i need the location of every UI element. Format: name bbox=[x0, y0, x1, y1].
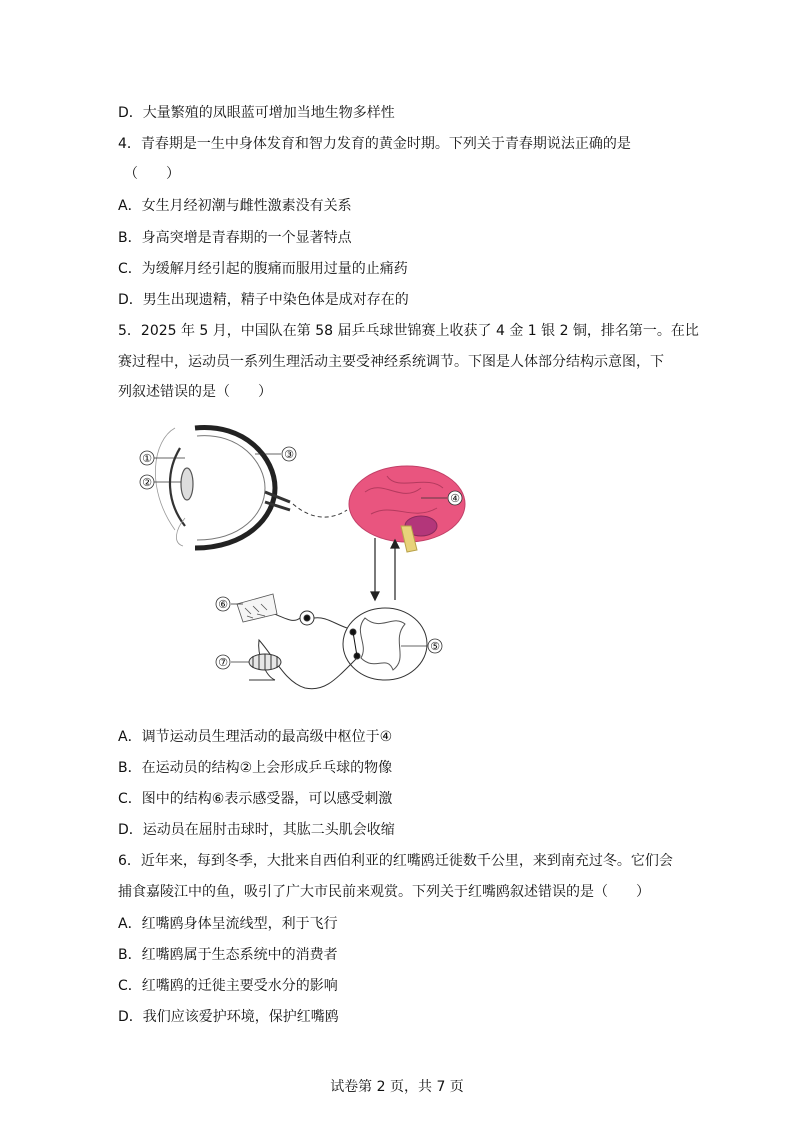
q5-option-b: B．在运动员的结构②上会形成乒乓球的物像 bbox=[118, 760, 393, 776]
connection-arrows bbox=[371, 538, 399, 600]
callout-4: ④ bbox=[450, 492, 460, 505]
callout-7: ⑦ bbox=[218, 656, 228, 669]
q3-option-d: D．大量繁殖的凤眼蓝可增加当地生物多样性 bbox=[118, 105, 395, 121]
q5-stem-line2: 赛过程中，运动员一系列生理活动主要受神经系统调节。下图是人体部分结构示意图，下 bbox=[118, 354, 664, 370]
q6-option-d: D．我们应该爱护环境，保护红嘴鸥 bbox=[118, 1009, 339, 1025]
callout-3: ③ bbox=[284, 448, 294, 461]
callout-5: ⑤ bbox=[430, 640, 440, 653]
eye-diagram bbox=[155, 428, 290, 548]
q6-stem-line2: 捕食嘉陵江中的鱼，吸引了广大市民前来观赏。下列关于红嘴鸥叙述错误的是（ ） bbox=[118, 884, 650, 900]
spinal-cord-diagram bbox=[249, 608, 427, 689]
q4-stem-paren: （ ） bbox=[124, 166, 180, 182]
q5-stem-line1: 5．2025 年 5 月，中国队在第 58 届乒乓球世锦赛上收获了 4 金 1 银 2 铜，排名第一。在比 bbox=[118, 323, 699, 339]
q5-option-a: A．调节运动员生理活动的最高级中枢位于④ bbox=[118, 729, 393, 745]
callout-6: ⑥ bbox=[218, 598, 228, 611]
optic-nerve-dashed-line bbox=[293, 504, 347, 517]
q5-option-d: D．运动员在屈肘击球时，其肱二头肌会收缩 bbox=[118, 822, 395, 838]
q4-option-d: D．男生出现遗精，精子中染色体是成对存在的 bbox=[118, 292, 409, 308]
q4-stem-line1: 4．青春期是一生中身体发育和智力发育的黄金时期。下列关于青春期说法正确的是 bbox=[118, 136, 631, 152]
callout-1: ① bbox=[142, 452, 152, 465]
q5-option-c: C．图中的结构⑥表示感受器，可以感受刺激 bbox=[118, 791, 393, 807]
nervous-system-figure bbox=[125, 418, 485, 708]
q4-option-b: B．身高突增是青春期的一个显著特点 bbox=[118, 230, 352, 246]
q5-stem-line3: 列叙述错误的是（ ） bbox=[118, 384, 272, 400]
q4-option-a: A．女生月经初潮与雌性激素没有关系 bbox=[118, 198, 352, 214]
q6-option-c: C．红嘴鸥的迁徙主要受水分的影响 bbox=[118, 978, 338, 994]
q6-stem-line1: 6．近年来，每到冬季，大批来自西伯利亚的红嘴鸥迁徙数千公里，来到南充过冬。它们会 bbox=[118, 853, 673, 869]
receptor-skin-diagram bbox=[237, 594, 277, 622]
brain-diagram bbox=[349, 466, 465, 552]
page-footer: 试卷第 2 页，共 7 页 bbox=[330, 1079, 464, 1095]
figure-svg bbox=[125, 418, 485, 708]
effector-muscle-diagram bbox=[249, 654, 281, 670]
q6-option-b: B．红嘴鸥属于生态系统中的消费者 bbox=[118, 947, 338, 963]
callout-2: ② bbox=[142, 476, 152, 489]
q6-option-a: A．红嘴鸥身体呈流线型，利于飞行 bbox=[118, 916, 338, 932]
q4-option-c: C．为缓解月经引起的腹痛而服用过量的止痛药 bbox=[118, 261, 408, 277]
